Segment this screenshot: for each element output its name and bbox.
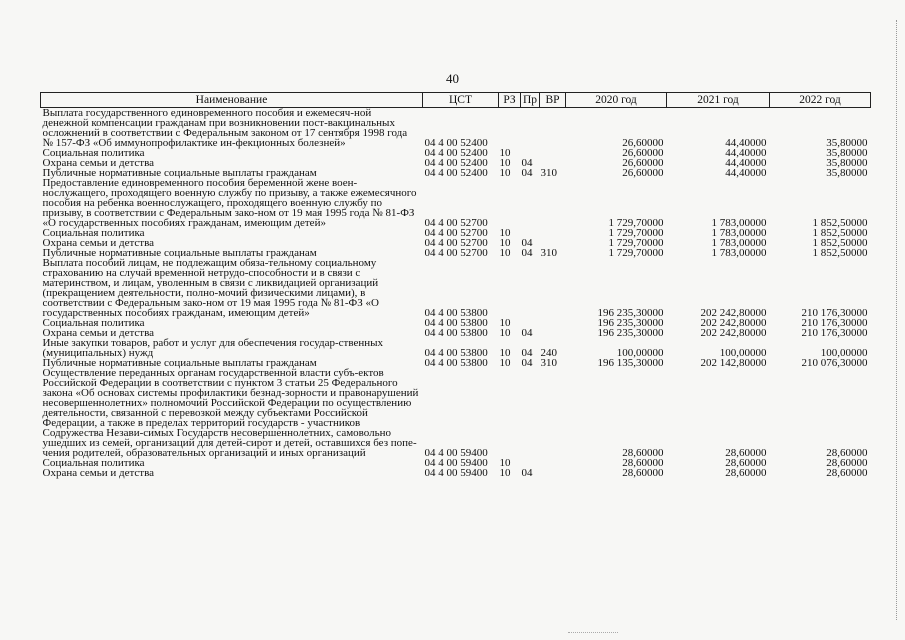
cell-pr: 04 xyxy=(521,327,533,339)
cell-2022: 210 076,30000 xyxy=(801,357,868,369)
cell-cst: 04 4 00 52400 xyxy=(424,167,488,179)
cell-2021: 44,40000 xyxy=(725,157,767,169)
cell-2020: 1 729,70000 xyxy=(608,217,664,229)
table-row xyxy=(41,468,871,478)
cell-cst: 04 4 00 53800 xyxy=(424,357,488,369)
header-year-2020: 2020 год xyxy=(566,93,667,108)
cell-name: Социальная политика xyxy=(42,147,145,159)
cell-cst: 04 4 00 53800 xyxy=(424,317,488,329)
cell-2021: 202 242,80000 xyxy=(700,317,767,329)
cell-2022: 35,80000 xyxy=(826,167,868,179)
cell-rz: 10 xyxy=(499,347,511,359)
header-cst: ЦСТ xyxy=(423,93,499,108)
page-number: 40 xyxy=(446,71,459,86)
cell-vr xyxy=(540,328,566,338)
cell-cst: 04 4 00 52400 xyxy=(424,157,488,169)
cell-2022: 28,60000 xyxy=(826,457,868,469)
cell-2022: 1 852,50000 xyxy=(812,247,868,259)
cell-2022: 100,00000 xyxy=(820,347,868,359)
cell-2021: 44,40000 xyxy=(725,147,767,159)
cell-vr: 240 xyxy=(540,347,557,359)
cell-2021: 1 783,00000 xyxy=(711,227,767,239)
header-year-2022: 2022 год xyxy=(770,93,871,108)
cell-name: Охрана семьи и детства xyxy=(42,237,155,249)
cell-2021: 100,00000 xyxy=(719,347,767,359)
cell-cst: 04 4 00 52700 xyxy=(424,227,488,239)
table-header xyxy=(41,93,871,108)
cell-2022: 1 852,50000 xyxy=(812,217,868,229)
cell-2022: 1 852,50000 xyxy=(812,227,868,239)
cell-vr xyxy=(540,108,566,149)
cell-2022: 35,80000 xyxy=(826,137,868,149)
budget-table xyxy=(40,92,871,478)
cell-rz: 10 xyxy=(499,157,511,169)
table-row xyxy=(41,258,871,318)
cell-2021: 44,40000 xyxy=(725,167,767,179)
cell-rz: 10 xyxy=(499,167,511,179)
cell-name: Социальная политика xyxy=(42,457,145,469)
cell-rz: 10 xyxy=(499,147,511,159)
cell-2020: 28,60000 xyxy=(622,467,664,479)
table-row xyxy=(41,368,871,458)
cell-name: Осуществление переданных органам государственной власти субъ-ектов Российской Федерации в соответствии с пунктом 3 статьи 25 Федерального закона «Об основах системы профилактики безнад-зорности и правонарушений несовершеннолетних» полномочий Российской Федерации по осуществлению деятельности, связанной с перевозкой между субъектами Российской Федерации, а также в пределах территорий государств - участников Содружества Незави-симых Государств несовершеннолетних, самовольно ушедших из семей, организаций для детей-сирот и детей, оставшихся без попе-чения родителей, образовательных организаций и иных организаций xyxy=(42,367,419,459)
cell-rz xyxy=(499,178,521,228)
cell-2021: 202 242,80000 xyxy=(700,307,767,319)
cell-name: Охрана семьи и детства xyxy=(42,327,155,339)
cell-cst: 04 4 00 53800 xyxy=(424,347,488,359)
cell-2021: 1 783,00000 xyxy=(711,217,767,229)
cell-name: Предоставление единовременного пособия беременной жене воен-нослужащего, проходящего военную службу по призыву, а также ежемесячного пособия на ребенка военнослужащего, проходящего военную службу по призыву, в соответствии с Федеральным зако-ном от 19 мая 1995 года № 81-ФЗ «О государственных пособиях гражданам, имеющим детей» xyxy=(42,177,417,229)
cell-pr: 04 xyxy=(521,167,533,179)
cell-2020: 28,60000 xyxy=(622,447,664,459)
cell-rz: 10 xyxy=(499,327,511,339)
cell-2020: 196 235,30000 xyxy=(597,327,664,339)
cell-name: Социальная политика xyxy=(42,317,145,329)
cell-name: Выплата государственного единовременного пособия и ежемесяч-ной денежной компенсации гражданам при возникновении пост-вакцинальных осложнений в соответствии с Федеральным законом от 17 сентября 1998 года № 157-ФЗ «Об иммунопрофилактике ин-фекционных болезней» xyxy=(42,107,408,149)
cell-pr: 04 xyxy=(521,237,533,249)
cell-cst: 04 4 00 53800 xyxy=(424,307,488,319)
cell-pr xyxy=(521,258,540,318)
cell-cst: 04 4 00 59400 xyxy=(424,447,488,459)
cell-vr xyxy=(540,258,566,318)
cell-2022: 210 176,30000 xyxy=(801,317,868,329)
cell-rz xyxy=(499,258,521,318)
cell-pr xyxy=(521,368,540,458)
cell-2021: 44,40000 xyxy=(725,137,767,149)
cell-pr: 04 xyxy=(521,247,533,259)
cell-2022: 35,80000 xyxy=(826,147,868,159)
header-rz: РЗ xyxy=(499,93,521,108)
cell-rz: 10 xyxy=(499,317,511,329)
cell-2021: 28,60000 xyxy=(725,467,767,479)
cell-cst: 04 4 00 52400 xyxy=(424,147,488,159)
cell-cst: 04 4 00 52700 xyxy=(424,247,488,259)
header-name: Наименование xyxy=(41,93,423,108)
cell-rz xyxy=(499,108,521,149)
cell-cst: 04 4 00 59400 xyxy=(424,457,488,469)
cell-2022: 210 176,30000 xyxy=(801,327,868,339)
cell-vr xyxy=(540,148,566,158)
cell-2022: 1 852,50000 xyxy=(812,237,868,249)
cell-cst: 04 4 00 52700 xyxy=(424,237,488,249)
cell-2021: 202 142,80000 xyxy=(700,357,767,369)
table-row xyxy=(41,108,871,149)
table-row xyxy=(41,178,871,228)
cell-rz xyxy=(499,368,521,458)
cell-name: Публичные нормативные социальные выплаты гражданам xyxy=(42,247,317,259)
cell-2021: 1 783,00000 xyxy=(711,237,767,249)
cell-2020: 26,60000 xyxy=(622,167,664,179)
cell-2020: 196 235,30000 xyxy=(597,317,664,329)
cell-rz: 10 xyxy=(499,247,511,259)
cell-pr xyxy=(521,108,540,149)
cell-2022: 35,80000 xyxy=(826,157,868,169)
scan-edge xyxy=(896,20,899,620)
cell-rz: 10 xyxy=(499,357,511,369)
cell-vr xyxy=(540,368,566,458)
cell-rz: 10 xyxy=(499,227,511,239)
cell-cst: 04 4 00 53800 xyxy=(424,327,488,339)
cell-name: Публичные нормативные социальные выплаты гражданам xyxy=(42,357,317,369)
cell-cst: 04 4 00 52400 xyxy=(424,137,488,149)
cell-2020: 1 729,70000 xyxy=(608,227,664,239)
cell-name: Иные закупки товаров, работ и услуг для обеспечения государ-ственных (муниципальных) нужд xyxy=(42,337,384,359)
cell-name: Охрана семьи и детства xyxy=(42,467,155,479)
cell-vr: 310 xyxy=(540,357,557,369)
cell-name: Выплата пособий лицам, не подлежащим обяза-тельному социальному страхованию на случай временной нетрудо-способности и в связи с материнством, и лицам, уволенным в связи с ликвидацией организаций (прекращением деятельности, полно-мочий физическими лицами), в соответствии с Федеральным зако-ном от 19 мая 1995 года № 81-ФЗ «О государственных пособиях гражданам, имеющим детей» xyxy=(42,257,379,319)
cell-2021: 1 783,00000 xyxy=(711,247,767,259)
cell-pr: 04 xyxy=(521,347,533,359)
cell-rz: 10 xyxy=(499,457,511,469)
cell-vr: 310 xyxy=(540,167,557,179)
cell-vr xyxy=(540,458,566,468)
cell-2020: 26,60000 xyxy=(622,137,664,149)
cell-2020: 100,00000 xyxy=(616,347,664,359)
cell-2020: 28,60000 xyxy=(622,457,664,469)
header-vr: ВР xyxy=(540,93,566,108)
cell-2020: 196 235,30000 xyxy=(597,307,664,319)
cell-2020: 26,60000 xyxy=(622,157,664,169)
cell-pr: 04 xyxy=(521,357,533,369)
cell-2022: 28,60000 xyxy=(826,467,868,479)
header-year-2021: 2021 год xyxy=(667,93,770,108)
cell-cst: 04 4 00 52700 xyxy=(424,217,488,229)
cell-2020: 1 729,70000 xyxy=(608,237,664,249)
cell-rz: 10 xyxy=(499,467,511,479)
cell-2020: 1 729,70000 xyxy=(608,247,664,259)
cell-vr xyxy=(540,178,566,228)
cell-vr xyxy=(540,318,566,328)
cell-pr: 04 xyxy=(521,157,533,169)
cell-2022: 210 176,30000 xyxy=(801,307,868,319)
cell-name: Охрана семьи и детства xyxy=(42,157,155,169)
cell-2021: 202 242,80000 xyxy=(700,327,767,339)
cell-pr: 04 xyxy=(521,467,533,479)
cell-2021: 28,60000 xyxy=(725,457,767,469)
cell-name: Социальная политика xyxy=(42,227,145,239)
cell-2020: 196 135,30000 xyxy=(597,357,664,369)
cell-cst: 04 4 00 59400 xyxy=(424,467,488,479)
cell-name: Публичные нормативные социальные выплаты гражданам xyxy=(42,167,317,179)
cell-vr xyxy=(540,468,566,478)
cell-2021: 28,60000 xyxy=(725,447,767,459)
cell-vr xyxy=(540,228,566,238)
cell-2020: 26,60000 xyxy=(622,147,664,159)
table-row xyxy=(41,338,871,358)
table-body xyxy=(41,108,871,479)
cell-2022: 28,60000 xyxy=(826,447,868,459)
cell-pr xyxy=(521,178,540,228)
header-pr: Пр xyxy=(521,93,540,108)
cell-vr: 310 xyxy=(540,247,557,259)
footer-mark xyxy=(568,632,618,635)
cell-rz: 10 xyxy=(499,237,511,249)
